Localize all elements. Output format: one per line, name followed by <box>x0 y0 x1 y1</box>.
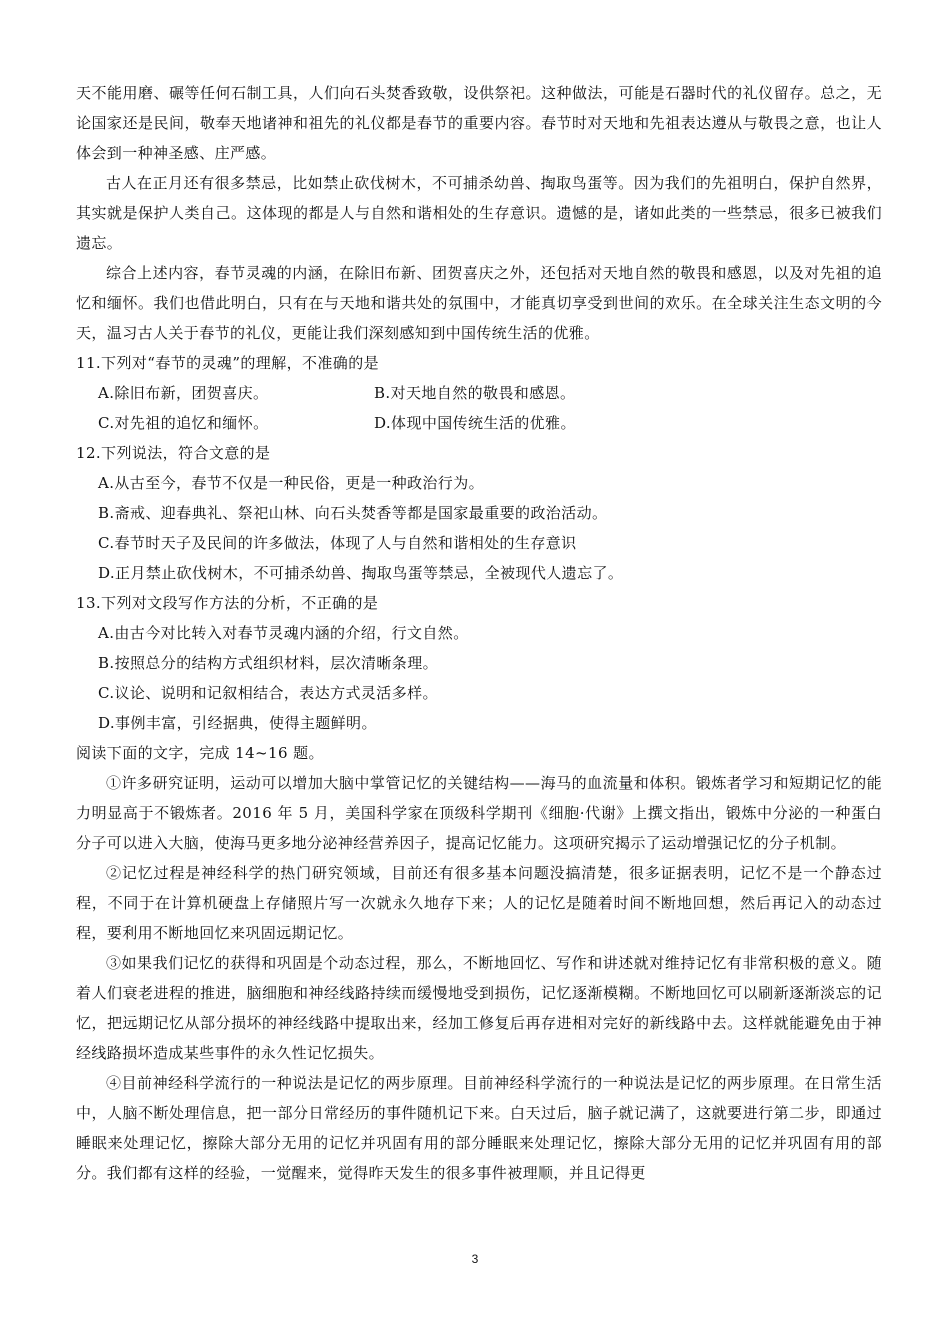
passage-paragraph: 综合上述内容，春节灵魂的内涵，在除旧布新、团贺喜庆之外，还包括对天地自然的敬畏和感恩，以及对先祖的追忆和缅怀。我们也借此明白，只有在与天地和谐共处的氛围中，才能真切享受到世间的欢乐。在全球关注生态文明的今天，温习古人关于春节的礼仪，更能让我们深刻感知到中国传统生活的优雅。 <box>76 264 882 342</box>
option-b: B.按照总分的结构方式组织材料，层次清晰条理。 <box>98 654 438 672</box>
passage-paragraph: ③如果我们记忆的获得和巩固是个动态过程，那么，不断地回忆、写作和讲述就对维持记忆有非常积极的意义。随着人们衰老进程的推进，脑细胞和神经线路持续而缓慢地受到损伤，记忆逐渐模糊。不断地回忆可以刷新逐渐淡忘的记忆，把远期记忆从部分损坏的神经线路中提取出来，经加工修复后再存进相对完好的新线路中去。这样就能避免由于神经线路损坏造成某些事件的永久性记忆损失。 <box>76 954 882 1062</box>
option-d: D.事例丰富，引经据典，使得主题鲜明。 <box>98 714 377 732</box>
option-c: C.春节时天子及民间的许多做法，体现了人与自然和谐相处的生存意识 <box>98 534 577 552</box>
passage-paragraph: ②记忆过程是神经科学的热门研究领域，目前还有很多基本问题没搞清楚，很多证据表明，记忆不是一个静态过程，不同于在计算机硬盘上存储照片写一次就永久地存下来；人的记忆是随着时间不断地回想，然后再记入的动态过程，要利用不断地回忆来巩固远期记忆。 <box>76 864 882 942</box>
option-d: D.正月禁止砍伐树木，不可捕杀幼兽、掏取鸟蛋等禁忌，全被现代人遗忘了。 <box>98 564 624 582</box>
question-13 <box>76 588 882 738</box>
exam-page-content <box>76 78 882 1188</box>
question-11 <box>76 348 882 438</box>
option-a: A.由古今对比转入对春节灵魂内涵的介绍，行文自然。 <box>98 624 469 642</box>
option-a: A.除旧布新，团贺喜庆。 <box>98 384 269 402</box>
passage-paragraph: 天不能用磨、碾等任何石制工具，人们向石头焚香致敬，设供祭祀。这种做法，可能是石器时代的礼仪留存。总之，无论国家还是民间，敬奉天地诸神和祖先的礼仪都是春节的重要内容。春节时对天地和先祖表达遵从与敬畏之意，也让人体会到一种神圣感、庄严感。 <box>76 84 882 162</box>
page-number: 3 <box>471 1252 479 1266</box>
passage-paragraph: ④目前神经科学流行的一种说法是记忆的两步原理。目前神经科学流行的一种说法是记忆的两步原理。在日常生活中，人脑不断处理信息，把一部分日常经历的事件随机记下来。白天过后，脑子就记满了，这就要进行第二步，即通过睡眠来处理记忆，擦除大部分无用的记忆并巩固有用的部分睡眠来处理记忆，擦除大部分无用的记忆并巩固有用的部分。我们都有这样的经验，一觉醒来，觉得昨天发生的很多事件被理顺，并且记得更 <box>76 1074 882 1182</box>
option-b: B.斋戒、迎春典礼、祭祀山林、向石头焚香等都是国家最重要的政治活动。 <box>98 504 608 522</box>
option-b: B.对天地自然的敬畏和感恩。 <box>374 384 576 402</box>
option-d: D.体现中国传统生活的优雅。 <box>374 414 576 432</box>
question-12 <box>76 438 882 588</box>
passage-paragraph: ①许多研究证明，运动可以增加大脑中掌管记忆的关键结构——海马的血流量和体积。锻炼者学习和短期记忆的能力明显高于不锻炼者。2016 年 5 月，美国科学家在顶级科学期刊《细胞·代谢》上撰文指出，锻炼中分泌的一种蛋白分子可以进入大脑，使海马更多地分泌神经营养因子，提高记忆能力。这项研究揭示了运动增强记忆的分子机制。 <box>76 774 882 852</box>
option-c: C.对先祖的追忆和缅怀。 <box>98 414 269 432</box>
question-stem: 12.下列说法，符合文意的是 <box>76 444 271 462</box>
option-a: A.从古至今，春节不仅是一种民俗，更是一种政治行为。 <box>98 474 485 492</box>
passage-paragraph: 古人在正月还有很多禁忌，比如禁止砍伐树木，不可捕杀幼兽、掏取鸟蛋等。因为我们的先祖明白，保护自然界，其实就是保护人类自己。这体现的都是人与自然和谐相处的生存意识。遗憾的是，诸如此类的一些禁忌，很多已被我们遗忘。 <box>76 174 882 252</box>
option-c: C.议论、说明和记叙相结合，表达方式灵活多样。 <box>98 684 438 702</box>
question-stem: 11.下列对“春节的灵魂”的理解，不准确的是 <box>76 354 379 372</box>
reading-instruction: 阅读下面的文字，完成 14~16 题。 <box>76 744 324 762</box>
question-stem: 13.下列对文段写作方法的分析，不正确的是 <box>76 594 379 612</box>
